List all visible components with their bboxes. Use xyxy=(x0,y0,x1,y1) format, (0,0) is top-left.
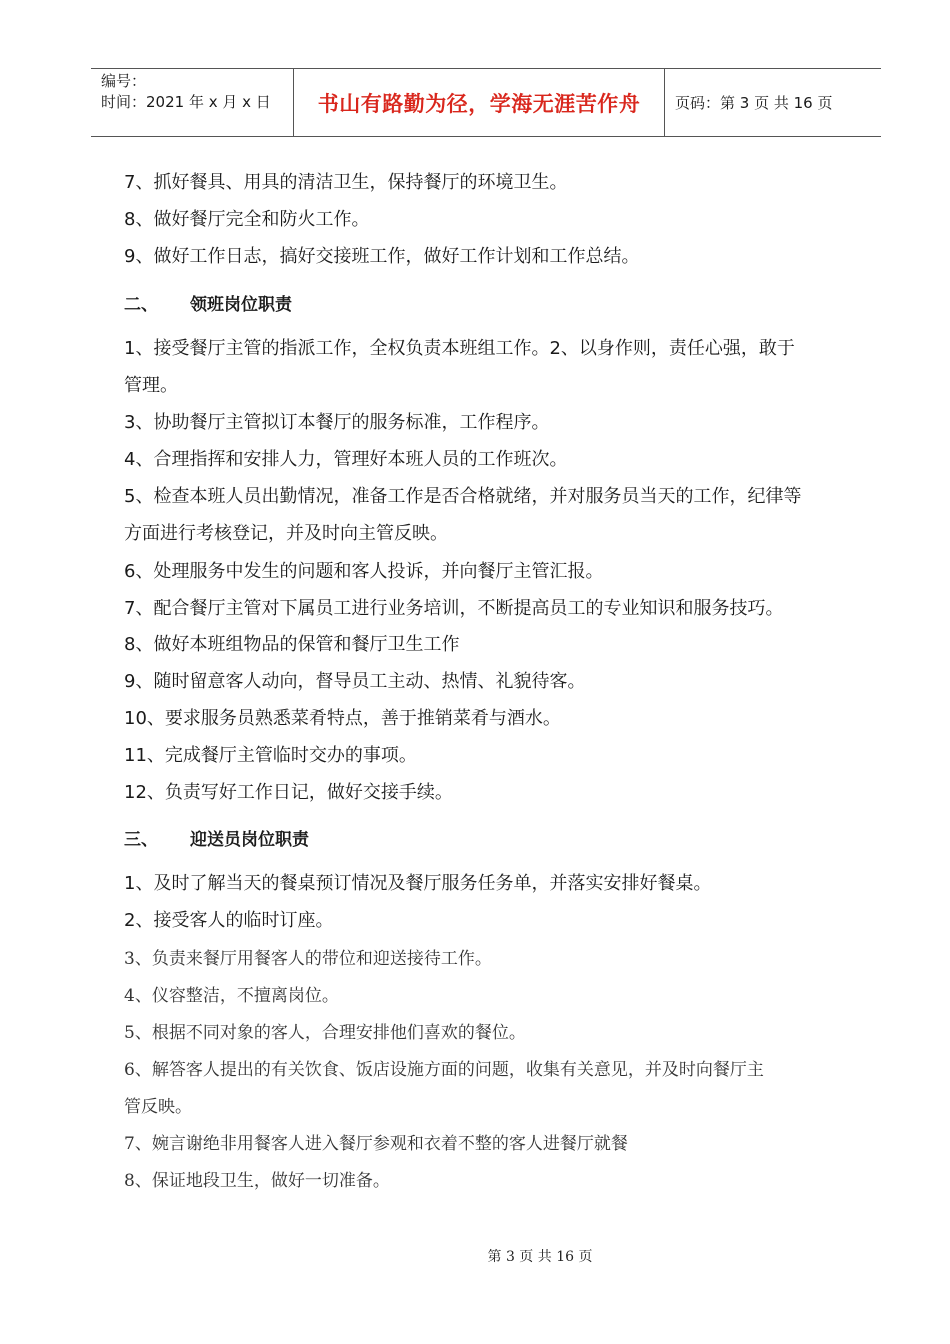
text-line: 6、解答客人提出的有关饮食、饭店设施方面的问题，收集有关意见，并及时向餐厅主 xyxy=(124,1060,764,1080)
motto: 书山有路勤为径，学海无涯苦作舟 xyxy=(317,91,641,116)
section-title: 迎送员岗位职责 xyxy=(190,830,309,850)
page-footer: 第 3 页 共 16 页 xyxy=(487,1249,593,1265)
text-line: 1、及时了解当天的餐桌预订情况及餐厅服务任务单，并落实安排好餐桌。 xyxy=(124,873,712,894)
text-line: 3、负责来餐厅用餐客人的带位和迎送接待工作。 xyxy=(124,949,492,969)
code-label: 编号： xyxy=(101,72,147,90)
text-line: 6、处理服务中发生的问题和客人投诉，并向餐厅主管汇报。 xyxy=(124,561,604,582)
text-line: 管理。 xyxy=(124,375,178,396)
header-page-cell xyxy=(665,69,881,136)
section-title: 领班岗位职责 xyxy=(190,295,292,315)
section-number: 三、 xyxy=(124,830,158,850)
text-line: 11、完成餐厅主管临时交办的事项。 xyxy=(124,745,417,766)
text-line: 12、负责写好工作日记，做好交接手续。 xyxy=(124,782,453,803)
text-line: 9、做好工作日志，搞好交接班工作，做好工作计划和工作总结。 xyxy=(124,246,640,267)
text-line: 4、合理指挥和安排人力，管理好本班人员的工作班次。 xyxy=(124,449,568,470)
text-line: 4、仪容整洁，不擅离岗位。 xyxy=(124,986,339,1006)
text-line: 7、婉言谢绝非用餐客人进入餐厅参观和衣着不整的客人进餐厅就餐 xyxy=(124,1134,628,1154)
section-number: 二、 xyxy=(124,295,158,315)
text-line: 5、根据不同对象的客人，合理安排他们喜欢的餐位。 xyxy=(124,1023,526,1043)
text-line: 8、做好本班组物品的保管和餐厅卫生工作 xyxy=(124,634,460,655)
text-line: 7、配合餐厅主管对下属员工进行业务培训，不断提高员工的专业知识和服务技巧。 xyxy=(124,598,784,619)
text-line: 方面进行考核登记，并及时向主管反映。 xyxy=(124,523,448,544)
header-left-cell xyxy=(91,69,293,136)
text-line: 3、协助餐厅主管拟订本餐厅的服务标准，工作程序。 xyxy=(124,412,550,433)
page-label: 页码：第 3 页 共 16 页 xyxy=(675,94,833,112)
header-table xyxy=(91,68,881,137)
text-line: 8、保证地段卫生，做好一切准备。 xyxy=(124,1171,390,1191)
header-motto-cell xyxy=(293,69,665,136)
section-heading-2 xyxy=(124,290,292,315)
text-line: 8、做好餐厅完全和防火工作。 xyxy=(124,209,370,230)
text-line: 5、检查本班人员出勤情况，准备工作是否合格就绪，并对服务员当天的工作，纪律等 xyxy=(124,486,802,507)
text-line: 2、接受客人的临时订座。 xyxy=(124,910,334,931)
time-label: 时间：2021 年 x 月 x 日 xyxy=(101,93,271,111)
text-line: 10、要求服务员熟悉菜肴特点，善于推销菜肴与酒水。 xyxy=(124,708,561,729)
text-line: 1、接受餐厅主管的指派工作，全权负责本班组工作。2、以身作则，责任心强，敢于 xyxy=(124,338,795,359)
section-heading-3 xyxy=(124,825,309,850)
text-line: 管反映。 xyxy=(124,1097,192,1117)
text-line: 9、随时留意客人动向，督导员工主动、热情、礼貌待客。 xyxy=(124,671,586,692)
text-line: 7、抓好餐具、用具的清洁卫生，保持餐厅的环境卫生。 xyxy=(124,172,568,193)
